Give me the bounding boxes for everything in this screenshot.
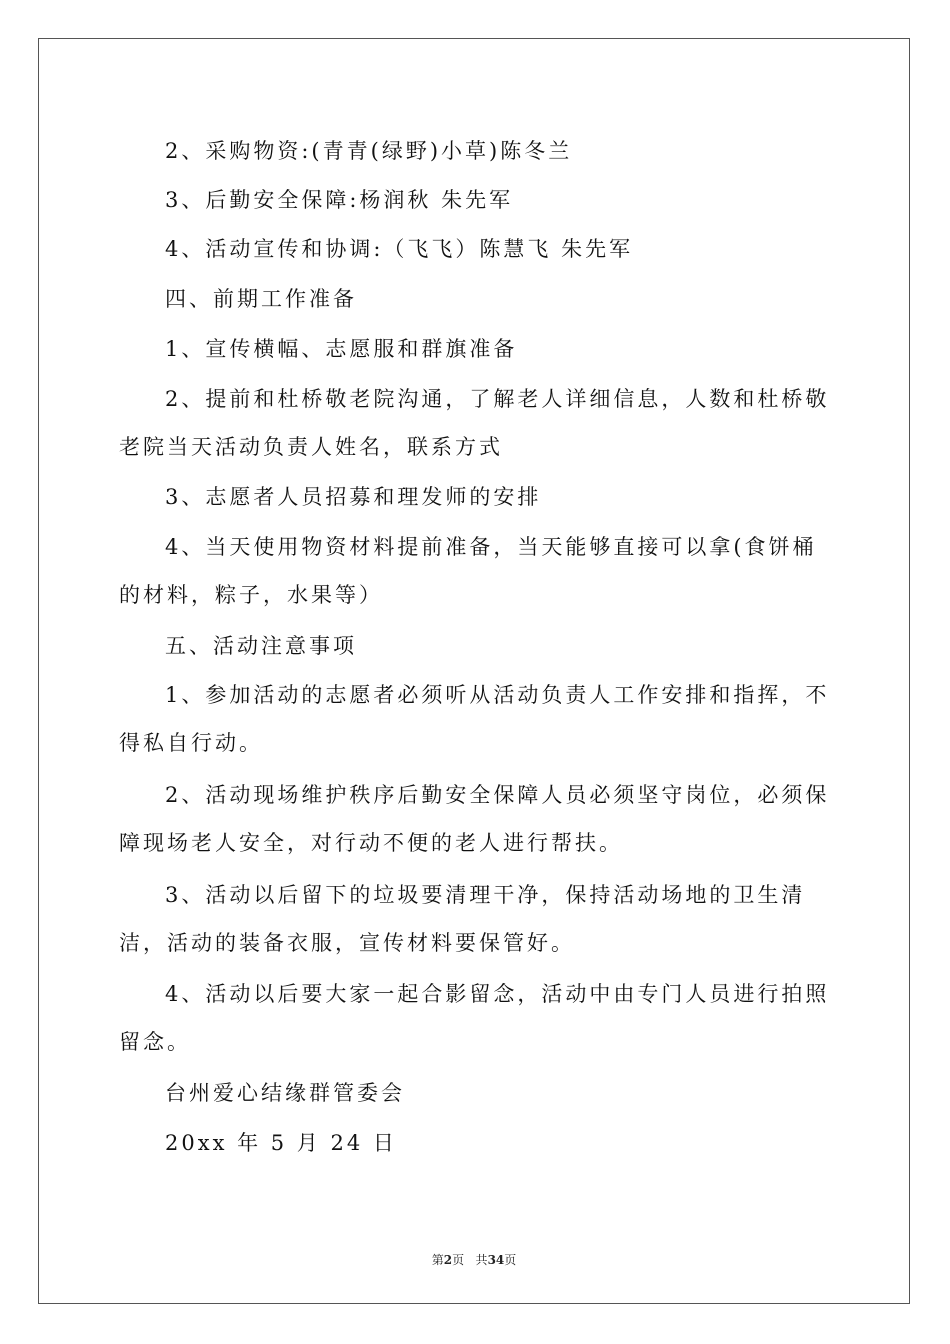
footer-prefix: 第: [431, 1253, 444, 1267]
paragraph-12: 3、活动以后留下的垃圾要清理干净，保持活动场地的卫生清洁，活动的装备衣服，宣传材料要保管好。: [119, 883, 806, 955]
paragraph-6: 2、提前和杜桥敬老院沟通，了解老人详细信息，人数和杜桥敬老院当天活动负责人姓名，联系方式: [119, 387, 830, 459]
paragraph-7: 3、志愿者人员招募和理发师的安排: [165, 485, 542, 509]
paragraph-13: 4、活动以后要大家一起合影留念，活动中由专门人员进行拍照留念。: [119, 982, 830, 1054]
section-heading-5: 五、活动注意事项: [165, 634, 357, 658]
paragraph-5: 1、宣传横幅、志愿服和群旗准备: [165, 337, 518, 361]
signature-date: 20xx 年 5 月 24 日: [165, 1131, 397, 1155]
document-page: [38, 38, 910, 1304]
footer-page-word: 页: [452, 1253, 465, 1267]
footer-total-prefix: 共: [475, 1253, 488, 1267]
footer-total-pages: 34: [487, 1253, 505, 1267]
section-heading-4: 四、前期工作准备: [165, 287, 357, 311]
signature-org: 台州爱心结缘群管委会: [165, 1081, 405, 1105]
paragraph-8: 4、当天使用物资材料提前准备，当天能够直接可以拿(食饼桶的材料，粽子，水果等）: [119, 535, 817, 607]
paragraph-3: 4、活动宣传和协调:（飞飞）陈慧飞 朱先军: [165, 237, 634, 261]
paragraph-11: 2、活动现场维护秩序后勤安全保障人员必须坚守岗位，必须保障现场老人安全，对行动不便的老人进行帮扶。: [119, 783, 830, 855]
page-footer: [39, 1251, 909, 1268]
paragraph-1: 2、采购物资:(青青(绿野)小草)陈冬兰: [165, 139, 573, 163]
footer-total-suffix: 页: [504, 1253, 517, 1267]
paragraph-2: 3、后勤安全保障:杨润秋 朱先军: [165, 188, 514, 212]
paragraph-10: 1、参加活动的志愿者必须听从活动负责人工作安排和指挥，不得私自行动。: [119, 683, 830, 755]
footer-current-page: 2: [443, 1253, 453, 1267]
